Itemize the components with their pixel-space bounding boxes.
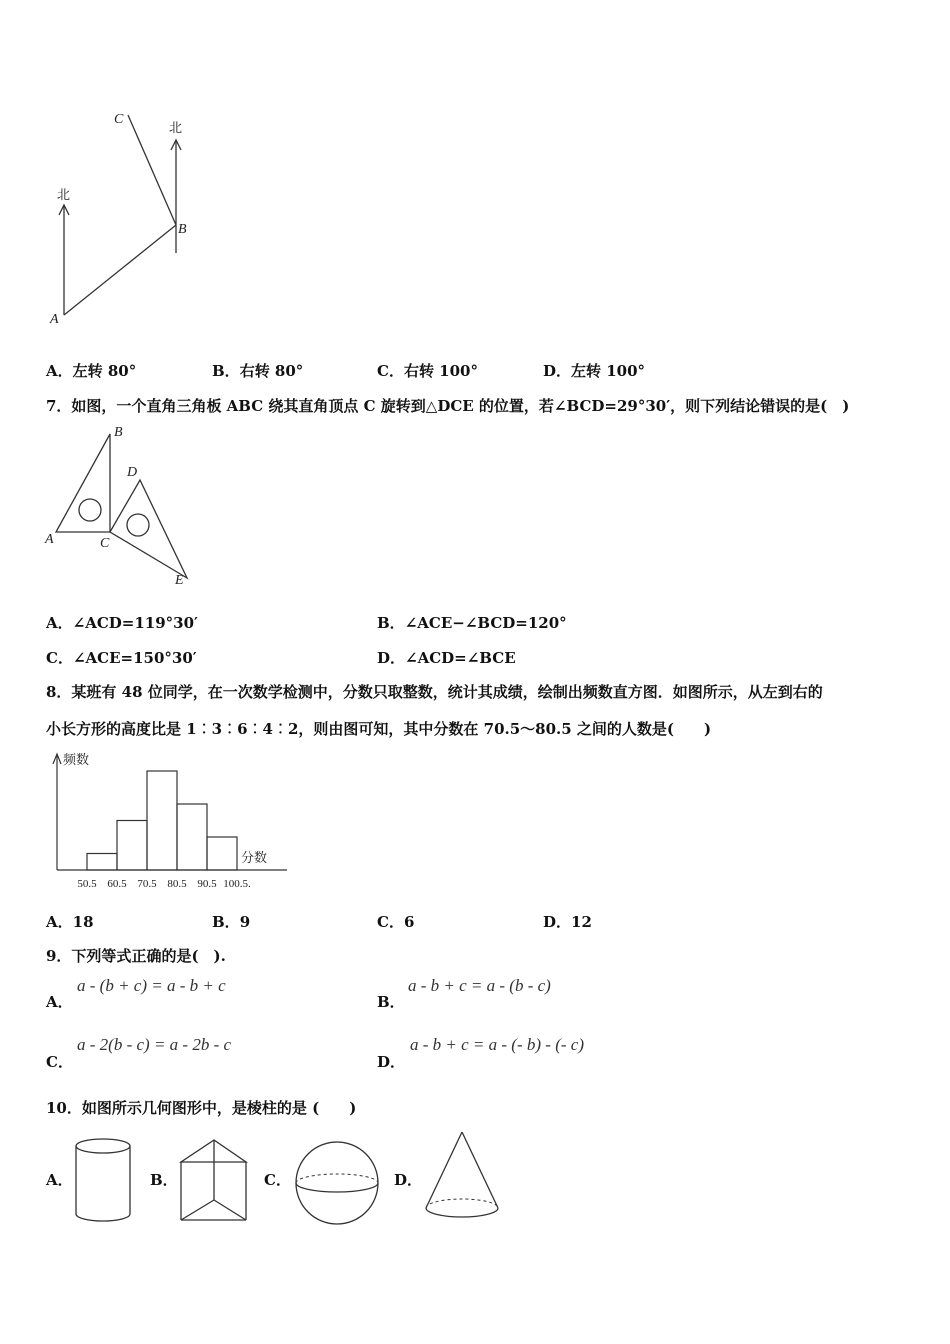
histogram-bar — [207, 837, 237, 870]
option-text: 左转 80° — [72, 362, 137, 380]
q8-stem-line1: 8．某班有 48 位同学，在一次数学检测中，分数只取整数，统计其成绩，绘制出频数直方图．如图所示，从左到右的 — [46, 683, 823, 701]
histogram-bar — [177, 804, 207, 870]
q6-option-b[interactable] — [212, 360, 303, 381]
triangular-prism-icon[interactable] — [178, 1136, 250, 1226]
option-letter: A． — [46, 913, 73, 931]
option-text: ∠ACD=∠BCE — [405, 649, 516, 667]
q8-option-c[interactable] — [377, 911, 414, 932]
option-text: 6 — [403, 913, 415, 931]
sphere-icon[interactable] — [292, 1140, 384, 1230]
option-letter: C． — [377, 362, 404, 380]
direction-figure — [40, 105, 210, 330]
x-axis-label: 分数 — [241, 851, 268, 866]
cone-icon[interactable] — [423, 1130, 503, 1225]
x-tick-label: 90.5 — [197, 878, 217, 890]
option-letter: D． — [543, 913, 572, 931]
y-axis-label: 频数 — [63, 753, 90, 768]
histogram-bar — [147, 771, 177, 870]
option-letter: B． — [377, 614, 405, 632]
fig7-label-D: D — [127, 465, 138, 480]
fig6-label-C: C — [114, 112, 124, 127]
x-tick-label: 100.5. — [223, 878, 251, 890]
frequency-histogram — [45, 748, 285, 893]
option-text: 12 — [571, 913, 592, 931]
triangle-rotation-figure — [40, 420, 200, 590]
q9-option-d-expr: a - b + c = a - (- b) - (- c) — [410, 1035, 584, 1054]
fig7-label-A: A — [45, 532, 54, 547]
q7-option-a[interactable] — [46, 612, 198, 633]
option-letter: D． — [543, 362, 572, 380]
q8-option-b[interactable] — [212, 911, 250, 932]
q9-option-c-letter[interactable]: C． — [46, 1053, 73, 1071]
q9-option-b-expr: a - b + c = a - (b - c) — [408, 976, 551, 995]
option-letter: D． — [377, 649, 406, 667]
option-text: 9 — [239, 913, 251, 931]
option-text: 右转 80° — [239, 362, 304, 380]
fig6-north-2: 北 — [169, 121, 183, 136]
cylinder-icon[interactable] — [72, 1136, 134, 1226]
fig7-label-E: E — [175, 573, 184, 588]
option-letter: C． — [46, 649, 73, 667]
q7-stem: 7．如图，一个直角三角板 ABC 绕其直角顶点 C 旋转到△DCE 的位置，若∠BCD=29°30′，则下列结论错误的是( ) — [46, 397, 850, 415]
q9-option-c-expr: a - 2(b - c) = a - 2b - c — [77, 1035, 232, 1054]
option-text: ∠ACE=150°30′ — [72, 649, 197, 667]
q6-option-c[interactable] — [377, 360, 478, 381]
histogram-bar — [87, 854, 117, 871]
option-letter: B． — [212, 913, 240, 931]
q8-option-d[interactable] — [543, 911, 592, 932]
q9-option-a-letter[interactable]: A． — [46, 993, 73, 1011]
fig6-north-1: 北 — [57, 188, 71, 203]
option-text: 左转 100° — [571, 362, 646, 380]
q10-option-c-letter[interactable]: C． — [264, 1171, 291, 1189]
q7-option-b[interactable] — [377, 612, 567, 633]
option-letter: B． — [212, 362, 240, 380]
x-tick-label: 70.5 — [137, 878, 157, 890]
q8-stem-line2: 小长方形的高度比是 1︰3︰6︰4︰2，则由图可知，其中分数在 70.5～80.5 之间的人数是( ) — [46, 720, 712, 738]
q7-option-c[interactable] — [46, 647, 197, 668]
x-tick-label: 50.5 — [77, 878, 97, 890]
q7-option-d[interactable] — [377, 647, 516, 668]
q9-option-d-letter[interactable]: D． — [377, 1053, 406, 1071]
fig6-label-B: B — [178, 222, 187, 237]
option-letter: A． — [46, 362, 73, 380]
fig7-label-C: C — [100, 536, 110, 551]
option-letter: C． — [377, 913, 404, 931]
q10-option-b-letter[interactable]: B． — [150, 1171, 178, 1189]
option-text: ∠ACE−∠BCD=120° — [404, 614, 567, 632]
x-tick-label: 80.5 — [167, 878, 187, 890]
q9-stem: 9．下列等式正确的是( ). — [46, 947, 226, 965]
x-tick-label: 60.5 — [107, 878, 127, 890]
q10-stem: 10．如图所示几何图形中，是棱柱的是 ( ) — [46, 1099, 357, 1117]
q6-option-d[interactable] — [543, 360, 645, 381]
histogram-bar — [117, 821, 147, 871]
q10-option-a-letter[interactable]: A． — [46, 1171, 73, 1189]
q9-option-b-letter[interactable]: B． — [377, 993, 405, 1011]
fig7-label-B: B — [114, 425, 123, 440]
fig6-label-A: A — [50, 312, 59, 327]
q6-option-a[interactable] — [46, 360, 136, 381]
q8-option-a[interactable] — [46, 911, 94, 932]
option-text: 18 — [72, 913, 94, 931]
q10-option-d-letter[interactable]: D． — [394, 1171, 423, 1189]
option-letter: A． — [46, 614, 73, 632]
option-text: 右转 100° — [403, 362, 478, 380]
q9-option-a-expr: a - (b + c) = a - b + c — [77, 976, 226, 995]
option-text: ∠ACD=119°30′ — [72, 614, 199, 632]
